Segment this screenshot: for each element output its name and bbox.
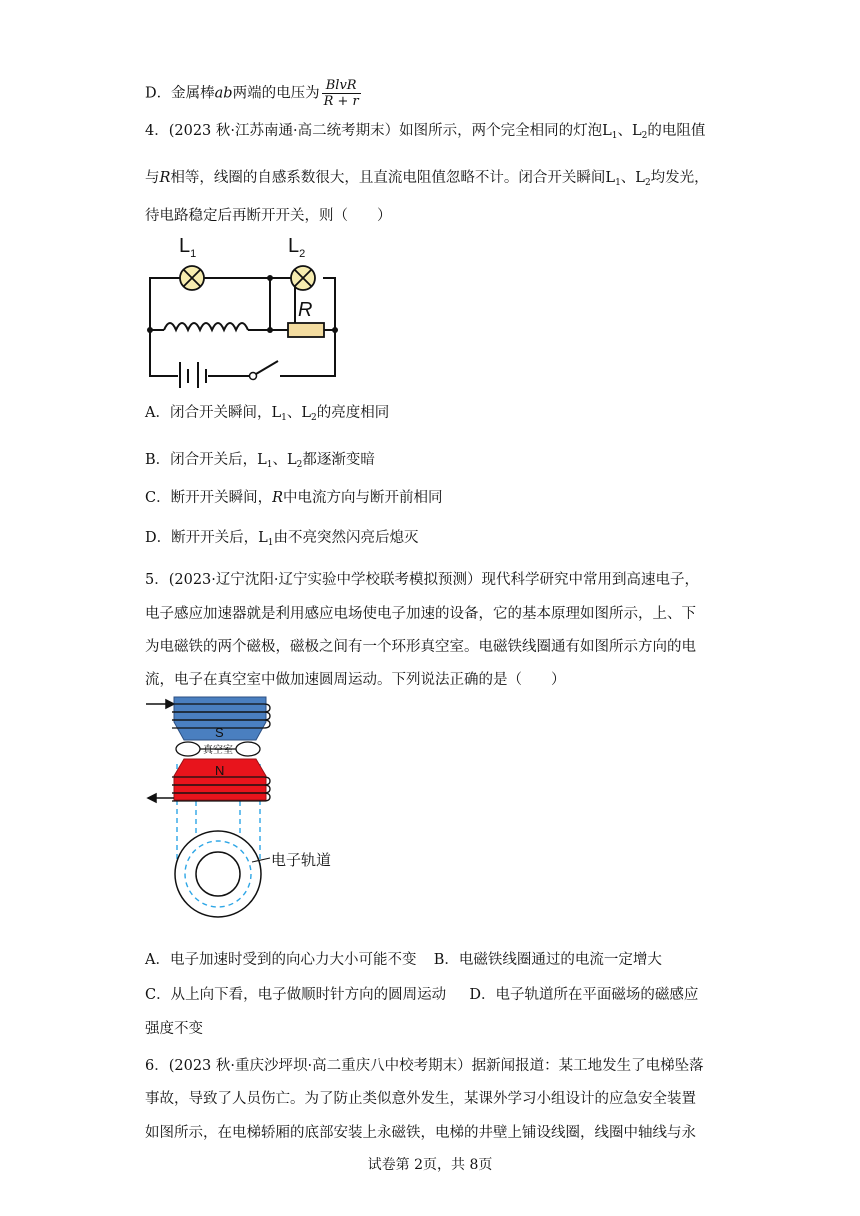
q4-stem-text-2b: 相等，线圈的自感系数很大，且直流电阻值忽略不计。闭合开关瞬间 <box>170 170 606 186</box>
switch-icon <box>250 373 257 380</box>
q4-option-b-post: 都逐渐变暗 <box>302 452 375 468</box>
fig-label-l1: $L_1$ <box>179 235 197 260</box>
q4-option-a-pre: A．闭合开关瞬间， <box>145 405 272 421</box>
voltage-fraction <box>322 78 361 109</box>
q4-stem-line-2 <box>145 168 709 193</box>
q5-option-a <box>145 950 662 970</box>
q4-l1: L <box>605 170 616 186</box>
n-pole-label: N <box>215 763 225 778</box>
q4-l1-sub: 1 <box>611 131 618 141</box>
electron-orbit-ring <box>175 831 261 917</box>
q4-sep: 、 <box>620 170 636 186</box>
page-footer: 试卷第 2页，共 8页 <box>367 1157 493 1173</box>
current-out-arrow-icon <box>148 794 174 802</box>
q4-stem-r: R <box>159 170 171 186</box>
q4-l1: L <box>257 452 267 468</box>
q4-l2-sub: 2 <box>311 413 317 423</box>
q4-option-b <box>145 450 375 475</box>
q4-circuit-diagram <box>140 228 350 388</box>
q4-l2: L <box>301 405 311 421</box>
q4-l1: L <box>258 530 268 546</box>
q4-l2-sub: 2 <box>644 178 651 188</box>
q4-l2: L <box>635 170 645 186</box>
q4-l2-sub: 2 <box>641 131 648 141</box>
q4-stem-line-3: 待电路稳定后再断开开关，则（ ） <box>145 208 392 224</box>
q4-sep: 、 <box>286 405 302 421</box>
q5-stem-line-1: 5．(2023·辽宁沈阳·辽宁实验中学校联考模拟预测）现代科学研究中常用到高速电子， <box>145 572 699 588</box>
bulb-l2-icon <box>291 266 315 290</box>
fraction-denominator: R + r <box>323 94 359 109</box>
bulb-l1-icon <box>180 266 204 290</box>
fraction-numerator: BlvR <box>322 78 361 94</box>
fig-label-r: R <box>298 299 313 321</box>
electron-orbit-label: 电子轨道 <box>271 852 332 869</box>
q4-stem-text-1b: 的电阻值 <box>647 123 706 139</box>
q4-option-a-post: 的亮度相同 <box>316 405 390 421</box>
q5-stem-line-2: 电子感应加速器就是利用感应电场使电子加速的设备，它的基本原理如图所示，上、下 <box>145 606 696 622</box>
q4-option-b-pre: B．闭合开关后， <box>145 452 258 468</box>
vacuum-chamber-label: 真空室 <box>203 745 233 756</box>
q5-option-a-text: A．电子加速时受到的向心力大小可能不变 <box>145 952 417 968</box>
q4-option-c-pre: C．断开开关瞬间， <box>145 490 273 506</box>
current-in-arrow-icon <box>146 700 174 708</box>
q4-sep: 、 <box>272 452 288 468</box>
q4-l1: L <box>602 123 612 139</box>
q5-option-c-text: C．从上向下看，电子做顺时针方向的圆周运动 <box>145 987 447 1003</box>
q5-accelerator-diagram <box>140 692 350 922</box>
q5-option-c <box>145 985 698 1005</box>
q4-sep: 、 <box>617 123 632 139</box>
q5-stem-line-3: 为电磁铁的两个磁极，磁极之间有一个环形真空室。电磁铁线圈通有如图所示方向的电 <box>145 639 696 655</box>
q6-stem-line-3: 如图所示，在电梯轿厢的底部安装上永磁铁，电梯的井壁上铺设线圈，线圈中轴线与永 <box>145 1125 696 1141</box>
q4-stem-text-2a: 与 <box>145 170 160 186</box>
q5-stem-line-4: 流，电子在真空室中做加速圆周运动。下列说法正确的是（ ） <box>145 672 566 688</box>
q4-l1-sub: 1 <box>267 538 274 548</box>
q4-l2: L <box>631 123 642 139</box>
q4-l1: L <box>271 405 282 421</box>
q5-option-d-text: D．电子轨道所在平面磁场的磁感应 <box>469 987 699 1003</box>
q4-l2: L <box>287 452 297 468</box>
q4-option-a <box>145 403 389 428</box>
q4-stem-text-1a: 4．(2023 秋·江苏南通·高二统考期末）如图所示，两个完全相同的灯泡 <box>145 123 603 139</box>
q5-option-d-cont: 强度不变 <box>145 1021 203 1037</box>
q5-option-b-text: B．电磁铁线圈通过的电流一定增大 <box>433 952 662 968</box>
battery-icon <box>180 362 206 388</box>
s-pole-label: S <box>215 725 224 740</box>
q4-l2-sub: 2 <box>296 460 303 470</box>
q3-option-d-var: ab <box>214 85 233 102</box>
q4-option-c-r: R <box>272 490 284 506</box>
q4-option-d-pre: D．断开开关后， <box>145 530 259 546</box>
resistor-icon <box>288 323 324 337</box>
q6-stem-line-1: 6．(2023 秋·重庆沙坪坝·高二重庆八中校考期末）据新闻报道：某工地发生了电梯坠落 <box>145 1058 704 1074</box>
q4-l1-sub: 1 <box>266 460 273 470</box>
q4-l1-sub: 1 <box>281 413 287 423</box>
q3-option-d-prefix: D．金属棒 <box>145 85 215 102</box>
q6-stem-line-2: 事故，导致了人员伤亡。为了防止类似意外发生，某课外学习小组设计的应急安全装置 <box>145 1091 696 1107</box>
q4-option-d-post: 由不亮突然闪亮后熄灭 <box>273 530 419 546</box>
q4-l1-sub: 1 <box>615 178 621 188</box>
q4-option-c-post: 中电流方向与断开前相同 <box>283 490 443 506</box>
q3-option-d-mid: 两端的电压为 <box>232 85 320 102</box>
q4-option-c <box>145 488 443 508</box>
q4-option-d <box>145 528 419 553</box>
q4-stem-line-1 <box>145 121 705 146</box>
q4-stem-text-2c: 均发光， <box>650 170 709 186</box>
fig-label-l2: $L_2$ <box>288 235 306 260</box>
q3-option-d <box>145 78 361 109</box>
